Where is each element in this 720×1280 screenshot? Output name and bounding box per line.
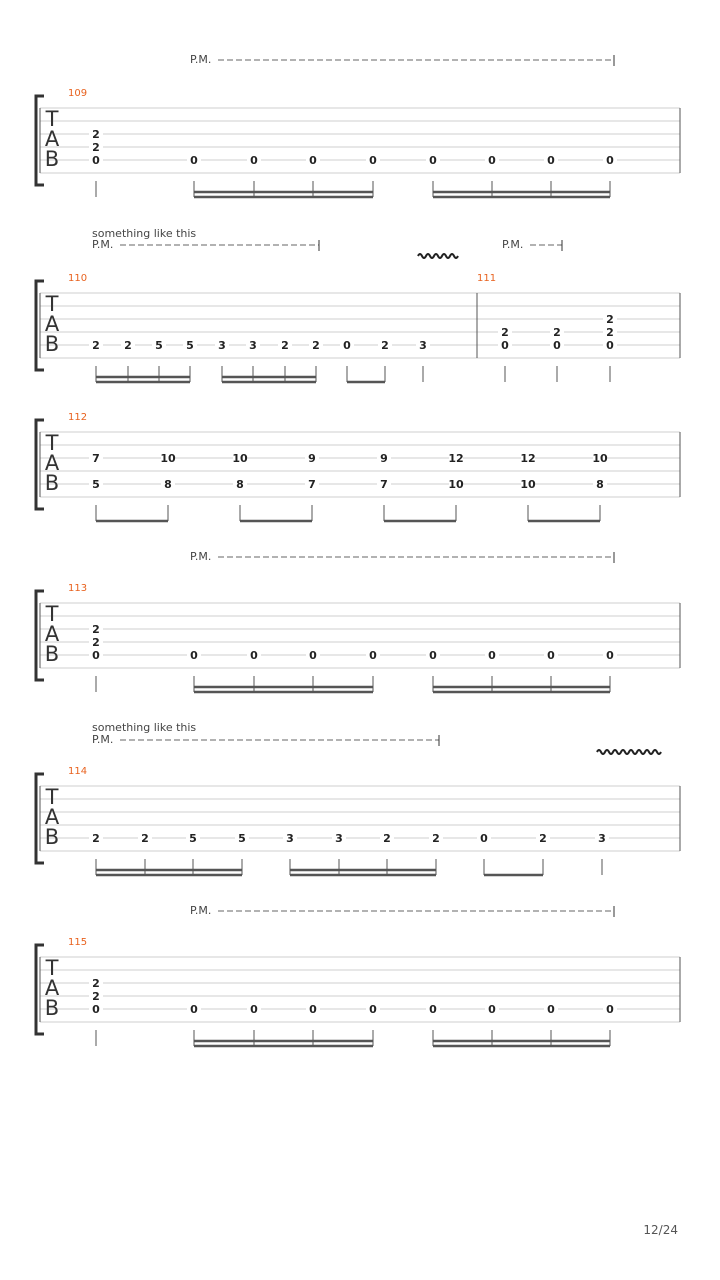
measure-number: 112 [68, 412, 88, 423]
fret-number: 0 [488, 154, 496, 167]
fret-number: 0 [606, 1003, 614, 1016]
fret-number: 0 [369, 1003, 377, 1016]
tab-clef-letter: B [44, 471, 60, 495]
fret-number: 2 [606, 326, 614, 339]
fret-number: 0 [309, 1003, 317, 1016]
fret-number: 0 [190, 154, 198, 167]
tab-system [36, 227, 680, 382]
fret-number: 0 [369, 154, 377, 167]
tab-clef-letter: T [45, 292, 59, 316]
fret-number: 0 [250, 649, 258, 662]
fret-number: 5 [155, 339, 163, 352]
tab-clef-letter: B [44, 642, 60, 666]
fret-number: 0 [606, 339, 614, 352]
fret-number: 2 [92, 636, 100, 649]
fret-number: 0 [547, 154, 555, 167]
fret-number: 2 [381, 339, 389, 352]
fret-number: 2 [92, 128, 100, 141]
fret-number: 0 [429, 1003, 437, 1016]
fret-number: 0 [606, 154, 614, 167]
annotation-text: something like this [92, 721, 197, 734]
fret-number: 10 [160, 452, 176, 465]
measure-number: 113 [68, 583, 88, 594]
fret-number: 5 [92, 478, 100, 491]
fret-number: 0 [190, 1003, 198, 1016]
fret-number: 2 [553, 326, 561, 339]
fret-number: 2 [92, 141, 100, 154]
palm-mute-label: P.M. [190, 53, 212, 66]
tab-clef-letter: A [44, 312, 60, 336]
tab-clef-letter: T [45, 602, 59, 626]
palm-mute-label: P.M. [502, 238, 524, 251]
tab-clef-letter: B [44, 332, 60, 356]
fret-number: 2 [281, 339, 289, 352]
fret-number: 2 [312, 339, 320, 352]
fret-number: 0 [553, 339, 561, 352]
fret-number: 8 [236, 478, 244, 491]
tab-system [36, 412, 680, 521]
tab-system [36, 904, 680, 1046]
fret-number: 0 [250, 154, 258, 167]
tab-clef-letter: T [45, 107, 59, 131]
fret-number: 9 [380, 452, 388, 465]
fret-number: 0 [309, 154, 317, 167]
fret-number: 0 [190, 649, 198, 662]
tab-clef-letter: T [45, 785, 59, 809]
fret-number: 0 [429, 649, 437, 662]
tab-system [36, 550, 680, 692]
fret-number: 0 [480, 832, 488, 845]
palm-mute-label: P.M. [92, 238, 114, 251]
fret-number: 9 [308, 452, 316, 465]
fret-number: 0 [92, 649, 100, 662]
tab-clef-letter: B [44, 147, 60, 171]
fret-number: 0 [92, 1003, 100, 1016]
fret-number: 2 [92, 339, 100, 352]
fret-number: 0 [429, 154, 437, 167]
measure-number: 114 [68, 766, 88, 777]
tab-clef-letter: A [44, 805, 60, 829]
fret-number: 0 [488, 649, 496, 662]
fret-number: 12 [448, 452, 464, 465]
fret-number: 3 [218, 339, 226, 352]
fret-number: 7 [92, 452, 100, 465]
measure-number: 115 [68, 937, 88, 948]
tab-system [36, 53, 680, 197]
fret-number: 2 [432, 832, 440, 845]
fret-number: 0 [92, 154, 100, 167]
fret-number: 0 [488, 1003, 496, 1016]
fret-number: 0 [343, 339, 351, 352]
systems-layer [36, 53, 680, 1046]
fret-number: 10 [448, 478, 464, 491]
fret-number: 3 [598, 832, 606, 845]
page-number: 12/24 [643, 1223, 678, 1237]
fret-number: 2 [539, 832, 547, 845]
fret-number: 0 [501, 339, 509, 352]
fret-number: 2 [606, 313, 614, 326]
fret-number: 10 [520, 478, 536, 491]
measure-number: 111 [477, 273, 497, 284]
fret-number: 10 [232, 452, 248, 465]
fret-number: 3 [286, 832, 294, 845]
fret-number: 7 [308, 478, 316, 491]
fret-number: 2 [92, 623, 100, 636]
measure-number: 109 [68, 88, 88, 99]
fret-number: 2 [383, 832, 391, 845]
fret-number: 2 [92, 832, 100, 845]
fret-number: 5 [189, 832, 197, 845]
measure-number: 110 [68, 273, 88, 284]
tab-clef-letter: T [45, 431, 59, 455]
tab-clef-letter: A [44, 127, 60, 151]
tab-clef-letter: A [44, 976, 60, 1000]
fret-number: 2 [92, 977, 100, 990]
tab-system [36, 721, 680, 875]
annotation-text: something like this [92, 227, 197, 240]
fret-number: 5 [238, 832, 246, 845]
fret-number: 0 [606, 649, 614, 662]
fret-number: 12 [520, 452, 536, 465]
fret-number: 0 [547, 649, 555, 662]
fret-number: 0 [547, 1003, 555, 1016]
fret-number: 7 [380, 478, 388, 491]
fret-number: 8 [596, 478, 604, 491]
palm-mute-label: P.M. [190, 550, 212, 563]
fret-number: 2 [92, 990, 100, 1003]
palm-mute-label: P.M. [92, 733, 114, 746]
fret-number: 3 [419, 339, 427, 352]
fret-number: 10 [592, 452, 608, 465]
fret-number: 5 [186, 339, 194, 352]
fret-number: 3 [335, 832, 343, 845]
fret-number: 3 [249, 339, 257, 352]
palm-mute-label: P.M. [190, 904, 212, 917]
vibrato-mark [597, 750, 661, 754]
fret-number: 2 [124, 339, 132, 352]
vibrato-mark [418, 254, 458, 258]
fret-number: 0 [309, 649, 317, 662]
tab-clef-letter: B [44, 996, 60, 1020]
tab-clef-letter: A [44, 451, 60, 475]
fret-number: 2 [141, 832, 149, 845]
fret-number: 8 [164, 478, 172, 491]
tab-clef-letter: B [44, 825, 60, 849]
tab-clef-letter: A [44, 622, 60, 646]
fret-number: 0 [369, 649, 377, 662]
tab-clef-letter: T [45, 956, 59, 980]
fret-number: 0 [250, 1003, 258, 1016]
fret-number: 2 [501, 326, 509, 339]
